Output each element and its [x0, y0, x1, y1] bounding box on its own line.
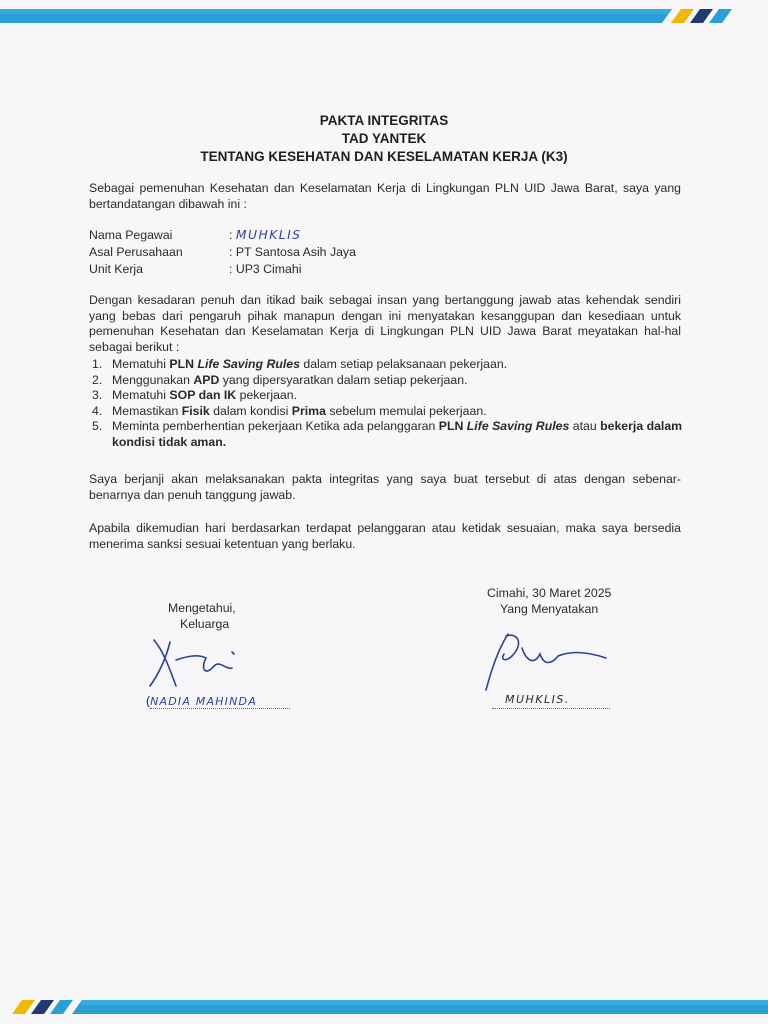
- list-number: 5.: [92, 419, 103, 434]
- rule-text: Mematuhi: [112, 388, 170, 403]
- list-item: [89, 404, 689, 420]
- document-subtitle: TAD YANTEK: [341, 131, 427, 146]
- rule-text: Menggunakan: [112, 372, 194, 387]
- rule-text: Mematuhi: [112, 357, 170, 371]
- statement-paragraph: Dengan kesadaran penuh dan itikad baik sebagai insan yang bertanggung jawab atas kehendak sendiri yang bebas dari pengaruh pihak manapun dengan ini menyatakan kesanggupan dan kesediaan untuk pemenuhan Kesehatan dan Keselamatan Kerja di Lingkungan PLN UID Jawa Barat meyatakan hal-hal sebagai berikut :: [89, 293, 681, 354]
- intro-paragraph: Sebagai pemenuhan Kesehatan dan Keselamatan Kerja di Lingkungan PLN UID Jawa Barat, saya yang bertandatangan dibawah ini :: [89, 181, 681, 211]
- field-label: Unit Kerja: [89, 262, 143, 276]
- open-paren: (: [146, 694, 151, 708]
- document-title: PAKTA INTEGRITAS: [319, 113, 449, 128]
- header-band: [0, 0, 768, 34]
- left-sig-acknowledged: Mengetahui,: [168, 601, 236, 615]
- place-and-date: Cimahi, 30 Maret 2025: [487, 586, 612, 600]
- list-item: [89, 419, 689, 450]
- left-sig-family: Keluarga: [180, 617, 230, 631]
- rule-text: dalam kondisi: [209, 403, 292, 418]
- rule-text: pekerjaan.: [236, 388, 298, 403]
- rule-bold: IK: [223, 388, 237, 403]
- rule-text: yang dipersyaratkan dalam setiap pekerjaan.: [219, 372, 468, 387]
- footer-band: [0, 990, 768, 1024]
- field-label: Asal Perusahaan: [89, 245, 183, 259]
- rule-text: dalam setiap pelaksanaan pekerjaan.: [299, 357, 508, 371]
- list-number: 2.: [92, 372, 103, 387]
- rule-bold: Prima: [291, 403, 326, 418]
- pledge-paragraph: Saya berjanji akan melaksanakan pakta integritas yang saya buat tersebut di atas dengan sebenar-benarnya dan penuh tanggung jawab.: [89, 472, 681, 502]
- right-signature-scribble: [478, 626, 618, 696]
- list-number: 3.: [92, 388, 103, 403]
- left-sig-name-line: [146, 694, 257, 708]
- list-item: [89, 388, 689, 404]
- rule-text: Meminta pemberhentian pekerjaan Ketika ada pelanggaran: [112, 419, 439, 434]
- rule-bold: dan: [195, 388, 224, 403]
- field-value: : MUHKLIS: [229, 228, 302, 242]
- rule-bold-italic: Life Saving Rules: [466, 419, 570, 434]
- rule-bold: PLN: [169, 357, 198, 371]
- rule-bold: Fisik: [181, 403, 210, 418]
- document-topic: TENTANG KESEHATAN DAN KESELAMATAN KERJA (K3): [200, 149, 568, 164]
- right-sig-role: Yang Menyatakan: [500, 602, 599, 616]
- rule-bold: APD: [193, 372, 220, 387]
- rule-bold: bekerja dalam kondisi tidak aman.: [112, 419, 683, 449]
- rule-bold-italic: Life Saving Rules: [197, 357, 300, 371]
- handwritten-name: MUHKLIS: [235, 228, 302, 242]
- rules-list: [89, 357, 689, 451]
- rule-bold: SOP: [169, 388, 196, 403]
- field-value: : PT Santosa Asih Jaya: [229, 245, 356, 259]
- sanction-paragraph: Apabila dikemudian hari berdasarkan terdapat pelanggaran atau ketidak sesuaian, maka saya bersedia menerima sanksi sesuai ketentuan yang berlaku.: [89, 521, 681, 551]
- field-label: Nama Pegawai: [89, 228, 173, 242]
- rule-text: sebelum memulai pekerjaan.: [325, 403, 487, 418]
- rule-text: atau: [569, 419, 601, 434]
- list-number: 1.: [92, 357, 103, 371]
- field-value: : UP3 Cimahi: [229, 262, 302, 276]
- left-sig-dotted-line: [150, 708, 290, 709]
- list-item: [89, 357, 689, 373]
- left-signature-scribble: [136, 630, 266, 692]
- list-item: [89, 373, 689, 389]
- list-number: 4.: [92, 403, 103, 418]
- left-sig-name: NADIA MAHINDA: [150, 695, 257, 708]
- rule-bold: PLN: [438, 419, 467, 434]
- right-sig-name: MUHKLIS.: [505, 693, 570, 706]
- rule-text: Memastikan: [112, 403, 182, 418]
- right-sig-dotted-line: [492, 708, 610, 709]
